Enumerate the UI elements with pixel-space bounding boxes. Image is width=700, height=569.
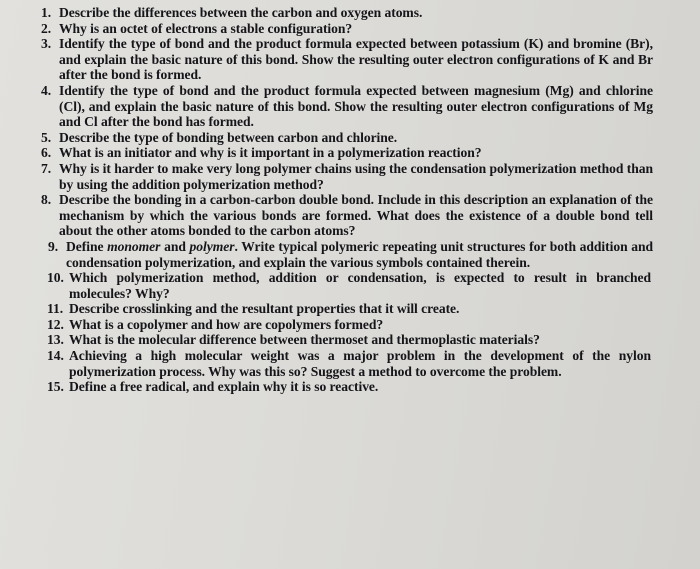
question-item [0, 192, 700, 239]
question-text: What is a copolymer and how are copolymers formed? [69, 316, 384, 332]
question-item [0, 161, 700, 192]
question-number: 1. [41, 5, 52, 20]
question-number: 6. [41, 145, 52, 161]
question-text: Describe the differences between the carbon and oxygen atoms. [59, 5, 423, 20]
question-item [0, 270, 700, 301]
question-text: Describe the type of bonding between carbon and chlorine. [59, 129, 398, 145]
question-text-part: . Write typical polymeric repeating unit structures for both addition and condensation polymerization, and explain the various symbols contained therein. [66, 238, 654, 270]
question-item [0, 5, 700, 21]
question-number: 4. [41, 82, 52, 98]
question-item [0, 36, 700, 83]
question-number: 11. [47, 301, 64, 317]
question-number: 7. [41, 160, 52, 176]
question-text: What is the molecular difference between thermoset and thermoplastic materials? [69, 332, 540, 348]
term-polymer: polymer [189, 238, 235, 254]
question-list [0, 5, 700, 395]
question-number: 10. [47, 270, 64, 286]
question-text-part: Define [66, 238, 108, 254]
question-item [0, 301, 700, 317]
question-item [0, 239, 700, 270]
question-text: Identify the type of bond and the product formula expected between magnesium (Mg) and chlorine (Cl), and explain the basic nature of this bond. Show the resulting outer electron configurations of Mg and Cl after the bond has formed. [59, 82, 653, 130]
term-monomer: monomer [107, 238, 161, 254]
question-item [0, 379, 700, 395]
question-text: Achieving a high molecular weight was a major problem in the development of the nylon polymerization process. Why was this so? Suggest a method to overcome the problem. [69, 348, 651, 379]
question-item [0, 348, 700, 379]
question-number: 15. [47, 379, 64, 395]
question-number: 9. [48, 238, 59, 254]
question-text: What is an initiator and why is it important in a polymerization reaction? [59, 145, 482, 161]
question-number: 13. [47, 332, 64, 348]
question-number: 12. [47, 316, 64, 332]
question-number: 2. [41, 20, 52, 36]
question-text: Which polymerization method, addition or condensation, is expected to result in branched molecules? Why? [69, 270, 651, 301]
question-text: Define a free radical, and explain why it is so reactive. [69, 379, 379, 395]
question-text: Identify the type of bond and the product formula expected between potassium (K) and bromine (Br), and explain the basic nature of this bond. Show the resulting outer electron configurations of K and Br after the bond is formed. [59, 36, 653, 83]
question-item [0, 317, 700, 333]
question-item [0, 145, 700, 161]
question-text [66, 239, 653, 270]
question-text: Why is it harder to make very long polymer chains using the condensation polymerization method than by using the addition polymerization method? [59, 160, 653, 192]
question-item [0, 332, 700, 348]
question-item [0, 21, 700, 37]
question-text: Why is an octet of electrons a stable configuration? [59, 20, 353, 36]
question-number: 5. [41, 129, 52, 145]
question-item [0, 130, 700, 146]
question-item [0, 83, 700, 130]
question-number: 3. [41, 36, 52, 52]
question-text: Describe the bonding in a carbon-carbon double bond. Include in this description an explanation of the mechanism by which the various bonds are formed. What does the existence of a double bond tell about the other atoms bonded to the carbon atoms? [59, 192, 653, 239]
question-text: Describe crosslinking and the resultant properties that it will create. [69, 301, 460, 317]
question-number: 14. [47, 348, 64, 364]
question-number: 8. [41, 192, 52, 208]
question-text-part: and [160, 238, 190, 254]
